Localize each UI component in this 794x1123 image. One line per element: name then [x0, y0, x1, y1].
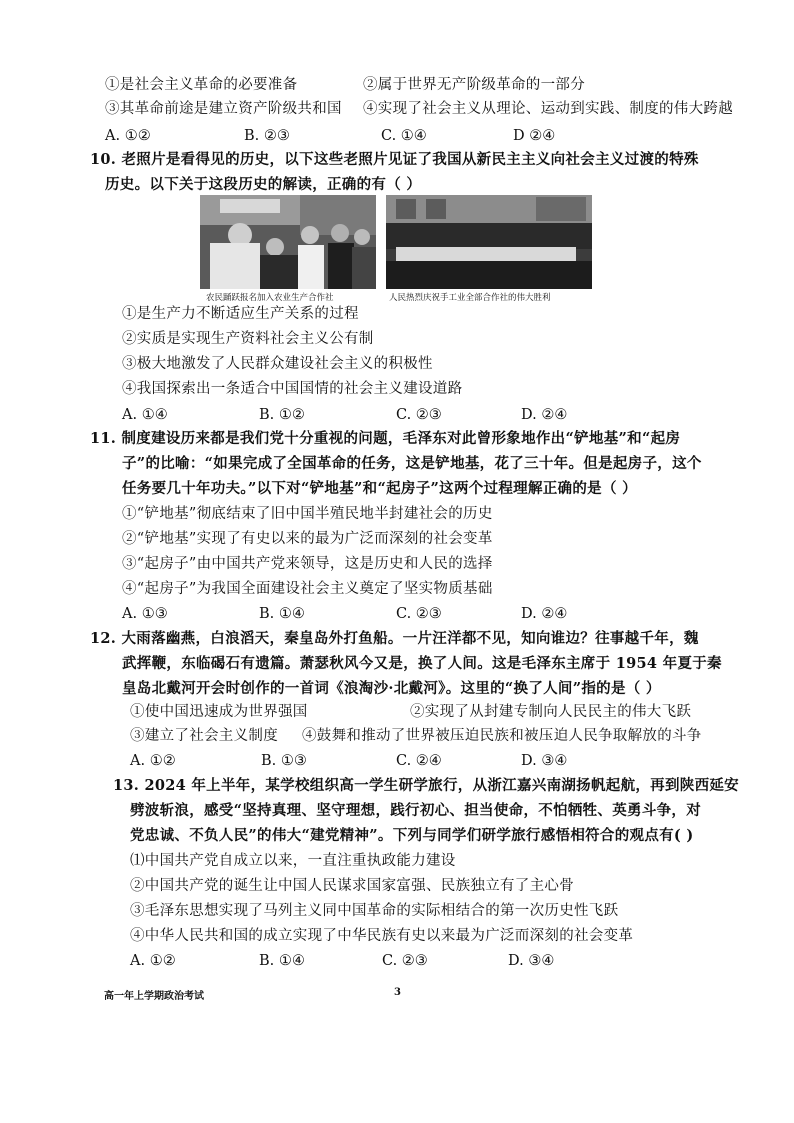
- q9-choice-a[interactable]: A. ①②: [105, 128, 151, 144]
- q10-option-4: ④我国探索出一条适合中国国情的社会主义建设道路: [122, 381, 463, 397]
- photo-celebration-image: [386, 195, 592, 289]
- q12-stem-line-1: 12. 大雨落幽燕，白浪滔天，秦皇岛外打鱼船。一片汪洋都不见，知向谁边？往事越千年，魏: [90, 630, 699, 647]
- q9-option-1: ①是社会主义革命的必要准备: [105, 77, 298, 93]
- q10-choice-b[interactable]: B. ①②: [259, 407, 305, 423]
- q9-option-3: ③其革命前途是建立资产阶级共和国: [105, 101, 342, 117]
- q11-option-3: ③“起房子”由中国共产党来领导，这是历史和人民的选择: [122, 556, 493, 572]
- q10-choice-a[interactable]: A. ①④: [122, 407, 168, 423]
- q13-stem-line-1: 13. 2024 年上半年，某学校组织高一学生研学旅行，从浙江嘉兴南湖扬帆起航，再到陕西延安: [113, 777, 739, 794]
- q11-option-4: ④“起房子”为我国全面建设社会主义奠定了坚实物质基础: [122, 581, 493, 597]
- q12-choice-c[interactable]: C. ②④: [396, 753, 442, 769]
- q9-choice-c[interactable]: C. ①④: [381, 128, 427, 144]
- q13-option-1: ⑴中国共产党自成立以来，一直注重执政能力建设: [130, 853, 456, 869]
- q13-option-3: ③毛泽东思想实现了马列主义同中国革命的实际相结合的第一次历史性飞跃: [130, 903, 619, 919]
- q10-option-3: ③极大地激发了人民群众建设社会主义的积极性: [122, 356, 433, 372]
- q13-choice-a[interactable]: A. ①②: [130, 953, 176, 969]
- q12-stem-line-2: 武挥鞭，东临碣石有遗篇。萧瑟秋风今又是，换了人间。这是毛泽东主席于 1954 年夏于秦: [122, 655, 722, 672]
- q11-stem-line-3: 任务要几十年功夫。”以下对“铲地基”和“起房子”这两个过程理解正确的是（ ）: [122, 480, 637, 497]
- q13-choice-d[interactable]: D. ③④: [508, 953, 555, 969]
- q11-choice-a[interactable]: A. ①③: [122, 606, 168, 622]
- q10-option-1: ①是生产力不断适应生产关系的过程: [122, 306, 359, 322]
- q11-choice-c[interactable]: C. ②③: [396, 606, 442, 622]
- q13-option-4: ④中华人民共和国的成立实现了中华民族有史以来最为广泛而深刻的社会变革: [130, 928, 634, 944]
- q13-choice-c[interactable]: C. ②③: [382, 953, 428, 969]
- q10-choice-d[interactable]: D. ②④: [521, 407, 568, 423]
- q12-choice-b[interactable]: B. ①③: [261, 753, 307, 769]
- footer-page-number: 3: [394, 987, 401, 998]
- q13-stem-line-3: 党忠诚、不负人民”的伟大“建党精神”。下列与同学们研学旅行感悟相符合的观点有( ): [130, 827, 694, 844]
- q12-choice-d[interactable]: D. ③④: [521, 753, 568, 769]
- q12-choice-a[interactable]: A. ①②: [130, 753, 176, 769]
- q12-option-4: ④鼓舞和推动了世界被压迫民族和被压迫人民争取解放的斗争: [302, 728, 702, 744]
- q10-stem-line-1: 10. 老照片是看得见的历史，以下这些老照片见证了我国从新民主主义向社会主义过渡的特殊: [90, 151, 699, 168]
- q10-stem-line-2: 历史。以下关于这段历史的解读，正确的有（ ）: [105, 176, 422, 193]
- q11-option-2: ②“铲地基”实现了有史以来的最为广泛而深刻的社会变革: [122, 531, 493, 547]
- q9-option-2: ②属于世界无产阶级革命的一部分: [363, 77, 585, 93]
- q9-choice-b[interactable]: B. ②③: [244, 128, 290, 144]
- q11-choice-d[interactable]: D. ②④: [521, 606, 568, 622]
- photo-farmers-cooperative: [200, 195, 376, 289]
- photo-farmers-image: [200, 195, 376, 289]
- q12-stem-line-3: 皇岛北戴河开会时创作的一首词《浪淘沙·北戴河》。这里的“换了人间”指的是（ ）: [122, 680, 661, 697]
- q13-choice-b[interactable]: B. ①④: [259, 953, 305, 969]
- q11-option-1: ①“铲地基”彻底结束了旧中国半殖民地半封建社会的历史: [122, 506, 493, 522]
- footer-exam-name: 高一年上学期政治考试: [104, 991, 204, 1002]
- q13-option-2: ②中国共产党的诞生让中国人民谋求国家富强、民族独立有了主心骨: [130, 878, 574, 894]
- q9-option-4: ④实现了社会主义从理论、运动到实践、制度的伟大跨越: [363, 101, 733, 117]
- q11-stem-line-1: 11. 制度建设历来都是我们党十分重视的问题，毛泽东对此曾形象地作出“铲地基”和“起房: [90, 430, 681, 447]
- q11-choice-b[interactable]: B. ①④: [259, 606, 305, 622]
- q10-choice-c[interactable]: C. ②③: [396, 407, 442, 423]
- photo-handicraft-celebration: [386, 195, 592, 289]
- q10-option-2: ②实质是实现生产资料社会主义公有制: [122, 331, 374, 347]
- caption-right: 人民热烈庆祝手工业全部合作社的伟大胜利: [389, 293, 551, 303]
- q13-stem-line-2: 劈波斩浪，感受“坚持真理、坚守理想，践行初心、担当使命，不怕牺牲、英勇斗争，对: [130, 802, 702, 819]
- q11-stem-line-2: 子”的比喻：“如果完成了全国革命的任务，这是铲地基，花了三十年。但是起房子，这个: [122, 455, 702, 472]
- q12-option-1: ①使中国迅速成为世界强国: [130, 704, 308, 720]
- q9-choice-d[interactable]: D ②④: [513, 128, 556, 144]
- caption-left: 农民踊跃报名加入农业生产合作社: [206, 293, 334, 303]
- q12-option-2: ②实现了从封建专制向人民民主的伟大飞跃: [410, 704, 692, 720]
- q12-option-3: ③建立了社会主义制度: [130, 728, 278, 744]
